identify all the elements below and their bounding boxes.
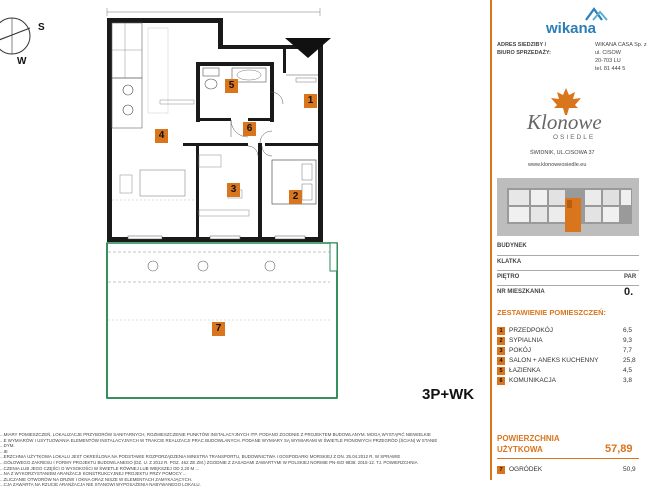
usable-area-value: 57,89 — [605, 443, 633, 455]
walls — [107, 18, 323, 242]
info-row-staircase: KLATKA — [497, 259, 522, 265]
room-badge-7: 7 — [212, 322, 225, 336]
room-badge-4: 4 — [155, 129, 168, 143]
room-badge-2: 2 — [289, 190, 302, 204]
room-list-item: 1 PRZEDPOKÓJ 6,5 — [497, 327, 639, 336]
key-plan — [497, 178, 639, 236]
note-line: ...CJA ZAWARTA NA RZUCIE ARANŻACJA NIE STANOWI WYPOSAŻENIA NABYWANEGO LOKALU. — [0, 482, 201, 488]
key-plan-drawing — [497, 178, 639, 236]
room-list-item: 2 SYPIALNIA 9,3 — [497, 337, 639, 346]
room-list-item: 5 ŁAZIENKA 4,5 — [497, 367, 639, 376]
notes-block — [0, 432, 438, 488]
info-row-unit: NR MIESZKANIA 0. — [497, 286, 634, 298]
room-list-item: 4 SALON + ANEKS KUCHENNY 25,8 — [497, 357, 639, 366]
compass-west-label: W — [17, 56, 27, 67]
wikana-wordmark: wikana — [546, 20, 597, 37]
room-badge-6: 6 — [243, 122, 256, 136]
room-list-item: 6 KOMUNIKACJA 3,8 — [497, 377, 639, 386]
garden-outline — [107, 243, 337, 398]
info-row-building: BUDYNEK — [497, 243, 527, 249]
layout-label: 3P+WK — [422, 386, 475, 403]
room-badge-1: 1 — [304, 94, 317, 108]
note-line: ...MIARY POMIESZCZEŃ, LOKALIZACJE PRZYBORÓW SANITARNYCH, ROZMIESZCZENIE PUNKTÓW INSTALACYJNYCH ITP. PODANO ZGODNIE Z PROJEKTEM BUDOWLANYM. MOGĄ WYSTĄPIĆ NIEWIELKIE — [0, 432, 431, 437]
estate-website: www.klonoweosiedle.eu — [528, 162, 587, 168]
note-line: ...GÓŁOWEGO ZAKRESU I FORMY PROJEKTU BUDOWLANEGO (DZ. U. Z 2012 R. POZ. 462 ZE ZM.) ZGODNIE Z ZASADAMI ZAWARTYMI W POLSKIEJ NORMIE PN-ISO 9836: 2015-12. TJ. POWIERZCHNIA — [0, 459, 418, 465]
note-line: ...NA Z WYKORZYSTANIEM ARANŻACJI KONSTRUKCYJNEJ PROJEKTU PRZY POMOCY ... — [0, 471, 187, 477]
note-line: ...E WYMIARÓW I USYTUOWANIA ELEMENTÓW INSTALACYJNYCH W TRAKCIE REALIZACJI PRAC BUDOWLANYCH. PODANE WYMIARY SĄ WYMIARAMI W ŚWIETLE PIONOWYCH PRZEGRÓD (ŚCIAN) W STANIE — [0, 437, 438, 443]
room-list-item: 3 POKÓJ 7,7 — [497, 347, 639, 356]
note-line: ...CZENIA LUB JEGO CZĘŚCI O WYSOKOŚCI W ŚWIETLE RÓWNEJ LUB WIĘKSZEJ OD 2,20 M ... — [0, 465, 200, 471]
address-label: ADRES SIEDZIBY / BIURO SPRZEDAŻY: — [497, 42, 551, 56]
estate-subtitle: OSIEDLE — [553, 134, 596, 141]
estate-name: Klonowe — [527, 110, 602, 134]
usable-area-label: POWIERZCHNIA UŻYTKOWA — [497, 434, 560, 454]
address-text: WIKANA CASA Sp. z ul. CISOW 20-703 LU tel. 81 444 5 — [595, 42, 647, 72]
note-line: ...ZLICZANIE OTWORÓW NA DRZWI I OKNA ORAZ NISZE W ELEMENTACH ZAMYKAJĄCYCH. — [0, 476, 193, 482]
note-line: ...DYM. — [0, 443, 15, 449]
note-line: ...IE — [0, 448, 8, 454]
compass-icon — [0, 18, 30, 54]
summary-heading: ZESTAWIENIE POMIESZCZEŃ: — [497, 308, 607, 317]
note-line: ...ERZCHNIA UŻYTKOWA LOKALU JEST OKREŚLONA NA PODSTAWIE ROZPORZĄDZENIA MINISTRA TRANSPORTU, BUDOWNICTWA I GOSPODARKI MORSKIEJ Z DN. 25.04.2012 R. W SPRAWIE — [0, 454, 401, 460]
estate-location: ŚWIDNIK, UL.CISOWA 37 — [530, 150, 595, 156]
info-row-floor: PIĘTRO PAR — [497, 274, 637, 280]
compass-south-label: S — [38, 22, 45, 33]
wikana-logo — [540, 6, 610, 40]
room-badge-3: 3 — [227, 183, 240, 197]
room-badge-5: 5 — [225, 79, 238, 93]
garden-list-item: 7 OGRÓDEK 50,9 — [497, 466, 639, 475]
